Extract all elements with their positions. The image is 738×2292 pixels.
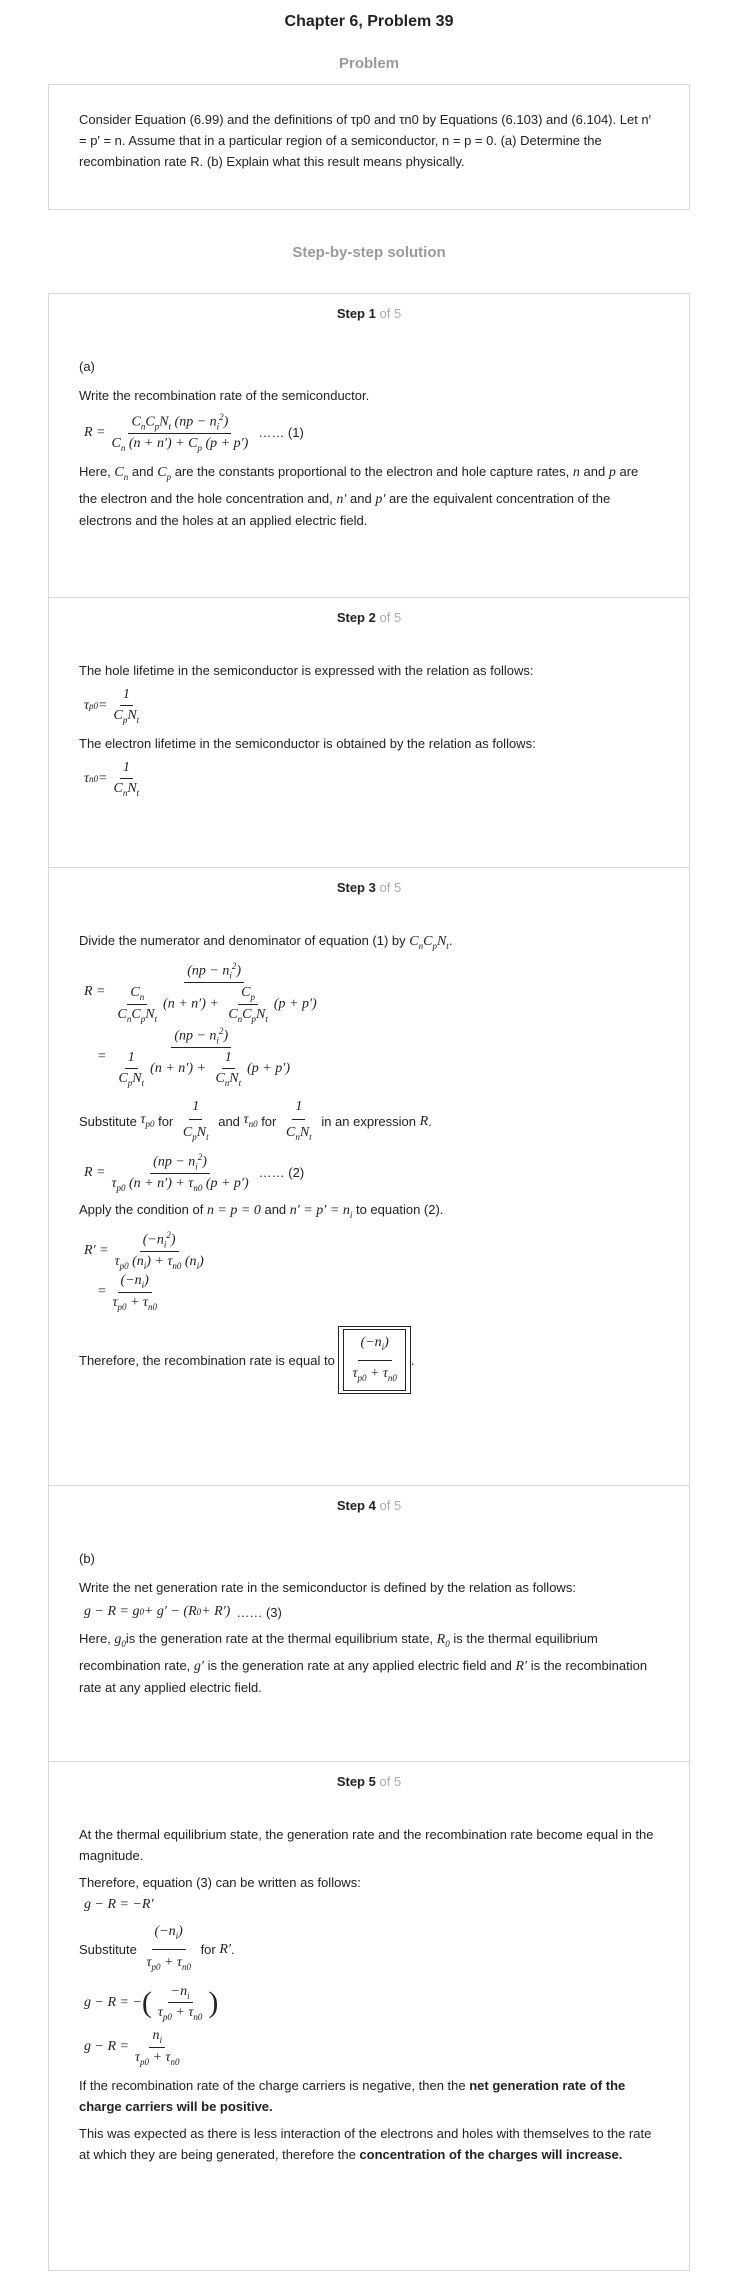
text-run: Therefore, the recombination rate is equal to	[79, 1352, 335, 1368]
problem-box	[48, 84, 690, 210]
text-run: are the constants proportional to the electron and hole capture rates,	[174, 464, 570, 480]
step-word: Step	[336, 880, 365, 895]
equation-tag: …… (3)	[236, 1604, 282, 1620]
step-2	[49, 598, 689, 868]
text-run: is the recombination rate at any applied electric field.	[79, 1657, 648, 1695]
text-run: is the generation rate at the thermal equilibrium state,	[125, 1631, 434, 1646]
step-word: Step	[336, 1774, 365, 1789]
step-2-header	[79, 598, 659, 640]
equation-tag: …… (1)	[258, 425, 304, 441]
step-word: Step	[336, 1498, 365, 1513]
step-of-total: of 5	[379, 880, 402, 895]
substitute-text: Substitute $\tau_{p0}$ for $\frac{1}{C_pN_t}$ and $\tau_{n0}$ for $\frac{1}{C_nN_t}$ in an expression R .	[79, 1096, 659, 1148]
step-1-intro: Write the recombination rate of the semiconductor.	[79, 388, 370, 403]
step-number: 5	[368, 1774, 376, 1789]
bold-text: concentration of the charges will increase.	[359, 2146, 623, 2162]
simplified-equation: = $(np - n_i^2)$ $\frac{1}{C_pN_t}$ (n + n′) + $\frac{1}{C_nN_t}$ (p + p′)	[97, 1025, 290, 1089]
text-run: for	[261, 1114, 277, 1130]
text-run: This was expected as there is less interaction of the electrons and holes with themselves to the rate at which they are being generated, therefore the	[79, 2125, 652, 2162]
step-number: 1	[368, 306, 376, 321]
step-number: 2	[368, 610, 376, 625]
step-4-header	[79, 1486, 659, 1528]
step-1-header	[79, 294, 659, 336]
text-run: Substitute	[79, 1941, 137, 1957]
step-number: 3	[368, 880, 376, 895]
hole-lifetime-text: The hole lifetime in the semiconductor is expressed with the relation as follows:	[79, 663, 534, 678]
text-run: is the thermal equilibrium recombination rate,	[79, 1631, 598, 1673]
part-label: (b)	[79, 1551, 95, 1566]
step-word: Step	[336, 610, 365, 625]
page-title: Chapter 6, Problem 39	[284, 13, 454, 30]
text-run: and	[264, 1202, 287, 1218]
step-of-total: of 5	[379, 610, 402, 625]
text-run: is the generation rate at any applied electric field and	[207, 1657, 512, 1673]
text-run: and	[350, 491, 372, 507]
rewritten-equation: g − R = −R′	[84, 1897, 154, 1912]
electron-lifetime-text: The electron lifetime in the semiconductor is obtained by the relation as follows:	[79, 735, 536, 751]
text-run: are the equivalent concentration of the electrons and the holes at an applied electric field.	[79, 491, 611, 529]
hole-lifetime-equation: τ p0 = $\frac{1}{C_pN_t}$	[84, 687, 140, 725]
substitute-text: Substitute $\frac{(-n_i)}{\tau_{p0} + \tau_{n0}}$ for R′ .	[79, 1921, 659, 1978]
text-run: Here,	[79, 1631, 111, 1646]
step-number: 4	[368, 1498, 376, 1513]
step-4-intro: Write the net generation rate in the semiconductor is defined by the relation as follows:	[79, 1580, 576, 1595]
step-5	[49, 1762, 689, 2270]
text-run: Apply the condition of	[79, 1202, 204, 1218]
conclusion-2	[79, 2123, 659, 2165]
recombination-result: Therefore, the recombination rate is equal to $\frac{(-n_i)}{\tau_{p0} + \tau_{n0}}$ .	[79, 1326, 659, 1395]
electron-lifetime-equation: τ n0 = $\frac{1}{C_nN_t}$	[84, 759, 140, 798]
text-run: Substitute	[79, 1114, 137, 1130]
text-run: Divide the numerator and denominator of equation (1) by	[79, 933, 406, 948]
text-run: and	[583, 464, 606, 480]
text-run: to equation (2).	[355, 1202, 444, 1218]
equilibrium-text: At the thermal equilibrium state, the generation rate and the recombination rate become equal in the magnitude.	[79, 1827, 654, 1863]
step-3	[49, 868, 689, 1486]
problem-heading: Problem	[338, 55, 399, 72]
equation-tag: …… (2)	[258, 1165, 305, 1181]
step-of-total: of 5	[379, 306, 402, 321]
text-run: and	[218, 1114, 240, 1130]
step-word: Step	[336, 306, 365, 321]
condition-equation: R′ = $\frac{(-n_i^2)}{\tau_{p0} (n_i) + \tau_{n0} (n_i)}$	[84, 1229, 204, 1272]
part-label: (a)	[79, 359, 95, 374]
step-5-header	[79, 1762, 659, 1804]
text-run: If the recombination rate of the charge carriers is negative, then the	[79, 2077, 466, 2093]
text-run: Here,	[79, 464, 111, 480]
answer-box: $\frac{(-n_i)}{\tau_{p0} + \tau_{n0}}$	[338, 1326, 410, 1395]
rewrite-text: Therefore, equation (3) can be written as follows:	[79, 1875, 361, 1890]
step-of-total: of 5	[379, 1498, 402, 1513]
text-run: for	[158, 1114, 174, 1130]
condition-result-equation: = $\frac{(-n_i)}{\tau_{p0} + \tau_{n0}}$	[97, 1273, 157, 1312]
steps-container	[48, 293, 690, 2271]
equation-1: R = $\frac{C_nC_pN_t (np - n_i^2)}{C_n (n + n') + C_p (p + p')}$ …… (1)	[84, 412, 304, 454]
text-run: are the electron and the hole concentration and,	[79, 464, 639, 507]
substituted-equation: g − R = − ( $\frac{-n_i}{\tau_{p0} + \tau_{n0}}$ )	[84, 1983, 219, 2023]
apply-condition-text: Apply the condition of n = p = 0 and $n' = p' = n_i$ to equation (2).	[79, 1202, 444, 1220]
problem-text: Consider Equation (6.99) and the definitions of τp0 and τn0 by Equations (6.103) and (6.104). Let n′ = p′ = n. Assume that in a particular region of a semiconductor, n = p = 0. (a) Determine the recombination rate R. (b) Explain what this result means physically.	[79, 112, 652, 169]
step-of-total: of 5	[379, 1774, 402, 1789]
text-run: and	[131, 464, 154, 480]
equation-3: g − R = g 0 + g′ − (R 0 + R′) …… (3)	[84, 1604, 282, 1620]
divided-equation: R = $(np - n_i^2)$ $\frac{C_n}{C_nC_pN_t}$ (n + n′) + $\frac{C_p}{C_nC_pN_t}$ (p + p′)	[84, 960, 317, 1024]
step-1	[49, 294, 689, 598]
bold-text: net generation rate of the charge carriers will be positive.	[79, 2077, 626, 2114]
step-4-explanation: Here, $g_0is$ the generation rate at the thermal equilibrium state, $R_0$ is the thermal equilibrium recombination rate, g′ is the generation rate at any applied electric field and R′ is the recombination rate at any applied electric field.	[79, 1631, 648, 1695]
conclusion-1	[79, 2075, 659, 2117]
final-equation: g − R = $\frac{n_i}{\tau_{p0} + \tau_{n0}}$	[84, 2028, 180, 2067]
step-3-header	[79, 868, 659, 910]
text-run: for	[200, 1941, 216, 1957]
equation-2: R = $\frac{(np - n_i^2)}{\tau_{p0} (n + n') + \tau_{n0} (p + p')}$ …… (2)	[84, 1151, 305, 1194]
text-run: in an expression	[321, 1114, 416, 1130]
step-4	[49, 1486, 689, 1762]
solution-heading: Step-by-step solution	[292, 244, 446, 261]
step-1-explanation: Here, $C_n$ and $C_p$ are the constants proportional to the electron and hole capture rates, n and p are the electron and the hole concentration and, n′ and p′ are the equivalent concentration of the electrons and the holes at an applied electric field.	[79, 464, 639, 529]
divide-text: Divide the numerator and denominator of equation (1) by $C_nC_pN_t$.	[79, 933, 453, 951]
